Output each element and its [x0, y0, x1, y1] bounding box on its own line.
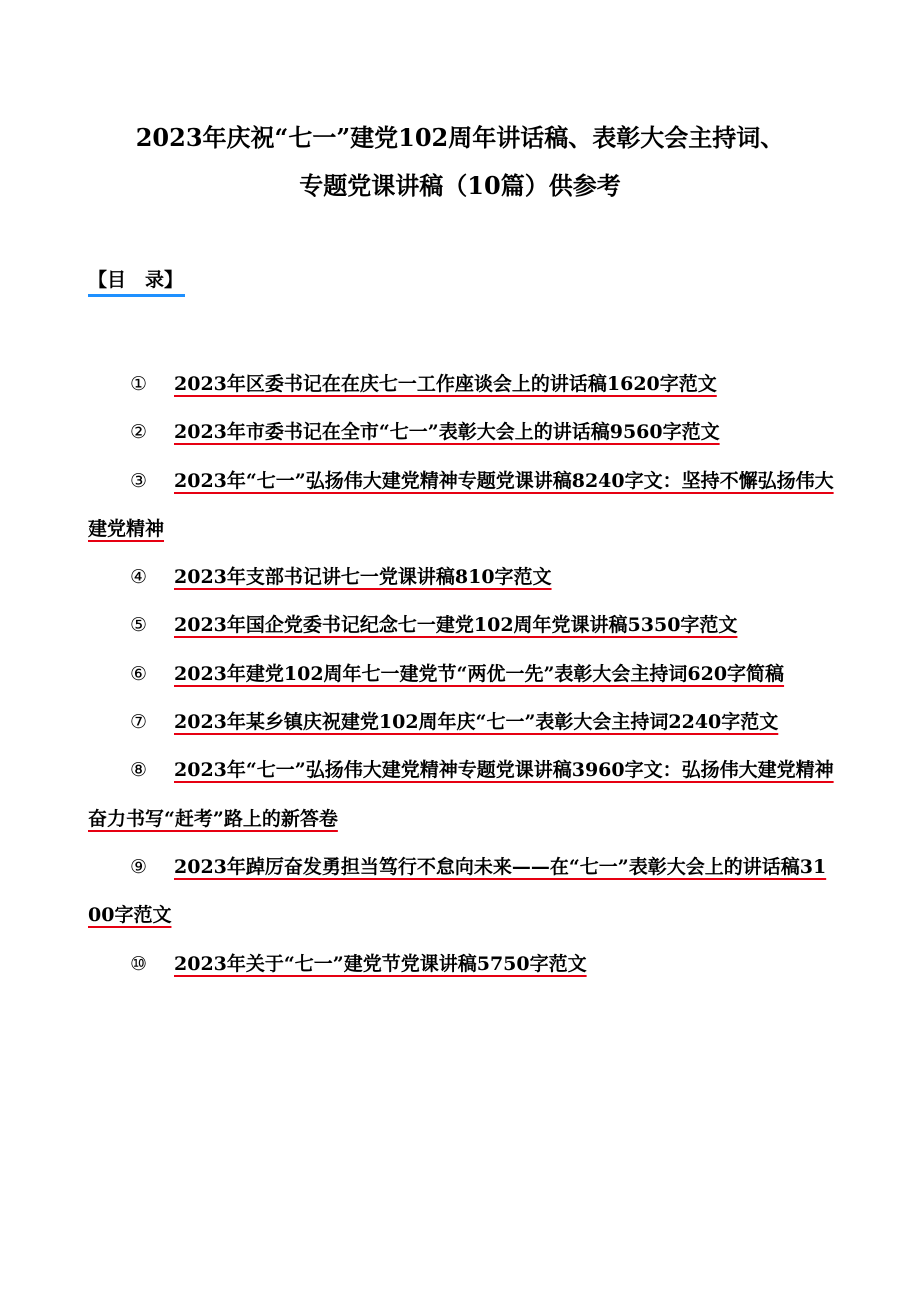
toc-item-3[interactable]: [88, 457, 834, 554]
toc-item-6[interactable]: [88, 650, 834, 698]
document-title-line-1: 2023年庆祝“七一”建党102周年讲话稿、表彰大会主持词、: [135, 123, 785, 152]
toc-item-link[interactable]: 2023年国企党委书记纪念七一建党102周年党课讲稿5350字范文: [174, 614, 738, 637]
toc-item-7[interactable]: [88, 698, 834, 746]
toc-item-link[interactable]: 2023年“七一”弘扬伟大建党精神专题党课讲稿8240字文：坚持不懈弘扬伟大建党精神: [88, 469, 834, 540]
toc-item-link[interactable]: 2023年区委书记在在庆七一工作座谈会上的讲话稿1620字范文: [174, 373, 717, 395]
toc-item-number: ③: [130, 469, 148, 492]
toc-item-1[interactable]: [88, 360, 834, 408]
toc-item-number: ⑤: [130, 614, 148, 637]
table-of-contents: [88, 360, 834, 988]
toc-item-number: ⑥: [130, 662, 148, 685]
document-title: [60, 114, 860, 210]
document-title-line-2: 专题党课讲稿（10篇）供参考: [299, 171, 621, 200]
toc-item-10[interactable]: [88, 940, 834, 988]
toc-item-number: ④: [130, 566, 148, 589]
toc-item-link[interactable]: 2023年支部书记讲七一党课讲稿810字范文: [174, 566, 552, 589]
toc-item-number: ②: [130, 421, 148, 444]
toc-item-number: ⑧: [130, 759, 148, 782]
toc-item-9[interactable]: [88, 843, 834, 940]
toc-item-link[interactable]: 2023年“七一”弘扬伟大建党精神专题党课讲稿3960字文：弘扬伟大建党精神奋力书写“赶考”路上的新答卷: [88, 759, 834, 830]
toc-item-link[interactable]: 2023年踔厉奋发勇担当笃行不怠向未来——在“七一”表彰大会上的讲话稿3100字范文: [88, 855, 827, 927]
toc-item-link[interactable]: 2023年市委书记在全市“七一”表彰大会上的讲话稿9560字范文: [174, 421, 720, 444]
toc-item-number: ⑨: [130, 855, 148, 878]
toc-item-8[interactable]: [88, 746, 834, 843]
toc-item-number: ⑩: [130, 952, 148, 975]
toc-item-link[interactable]: 2023年关于“七一”建党节党课讲稿5750字范文: [174, 952, 587, 975]
toc-item-5[interactable]: [88, 601, 834, 649]
toc-item-4[interactable]: [88, 553, 834, 601]
toc-heading[interactable]: 【目 录】: [88, 266, 185, 297]
toc-item-2[interactable]: [88, 408, 834, 456]
toc-item-link[interactable]: 2023年建党102周年七一建党节“两优一先”表彰大会主持词620字简稿: [174, 662, 785, 685]
toc-item-number: ①: [130, 373, 148, 395]
toc-item-link[interactable]: 2023年某乡镇庆祝建党102周年庆“七一”表彰大会主持词2240字范文: [174, 711, 779, 734]
toc-item-number: ⑦: [130, 711, 148, 734]
